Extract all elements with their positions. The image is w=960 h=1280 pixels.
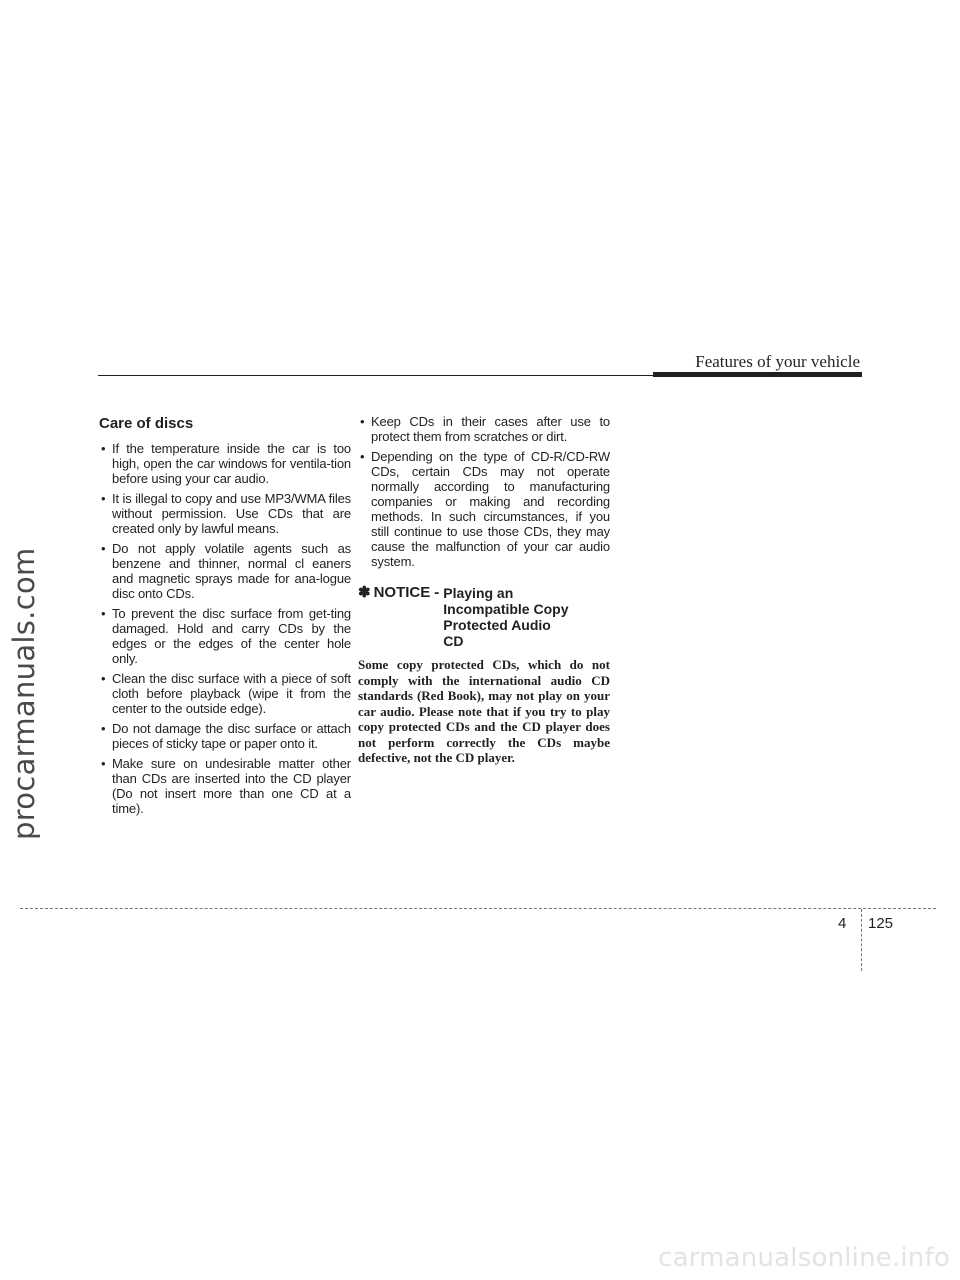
list-item: • Clean the disc surface with a piece of soft cloth before playback (wipe it from the center to the outside edge).: [99, 671, 351, 716]
notice-label: [358, 585, 443, 601]
care-of-discs-list-continued: [358, 414, 610, 569]
bottom-watermark: carmanualsonline.info: [658, 1243, 950, 1273]
notice-title: Playing an Incompatible Copy Protected Audio CD: [443, 585, 569, 649]
list-item: • It is illegal to copy and use MP3/WMA files without permission. Use CDs that are created only by lawful means.: [99, 491, 351, 536]
list-item: • To prevent the disc surface from get-ting damaged. Hold and carry CDs by the edges or the edges of the center hole only.: [99, 606, 351, 666]
footer-divider: [861, 909, 862, 971]
side-watermark: procarmanuals.com: [7, 547, 41, 840]
right-column: [358, 414, 610, 766]
page-number: 125: [868, 915, 894, 932]
list-item: • Do not apply volatile agents such as benzene and thinner, normal cl eaners and magnetic sprays made for ana-logue disc onto CDs.: [99, 541, 351, 601]
notice-asterisk-icon: ✽: [358, 584, 371, 601]
care-of-discs-list: [99, 441, 351, 816]
left-column: [99, 414, 351, 821]
chapter-number: 4: [838, 915, 847, 932]
list-item: • Depending on the type of CD-R/CD-RW CDs, certain CDs may not operate normally according to manufacturing companies or making and recording methods. In such circumstances, if you still continue to use those CDs, they may cause the malfunction of your car audio system.: [358, 449, 610, 569]
notice-word: NOTICE: [373, 584, 431, 601]
footer-rule: [20, 908, 936, 909]
list-item: • Make sure on undesirable matter other than CDs are inserted into the CD player (Do not insert more than one CD at a time).: [99, 756, 351, 816]
notice-dash: -: [434, 584, 440, 601]
notice-body: Some copy protected CDs, which do not comply with the international audio CD standards (Red Book), may not play on your car audio. Please note that if you try to play copy protected CDs and the CD player does not perform correctly the CDs maybe defective, not the CD player.: [358, 657, 610, 765]
notice-header: [358, 585, 610, 649]
section-heading: Care of discs: [99, 415, 194, 432]
list-item: • If the temperature inside the car is too high, open the car windows for ventila-tion before using your car audio.: [99, 441, 351, 486]
list-item: • Do not damage the disc surface or attach pieces of sticky tape or paper onto it.: [99, 721, 351, 751]
header-tab-bar: [653, 372, 862, 377]
section-header-title: Features of your vehicle: [695, 352, 860, 371]
list-item: • Keep CDs in their cases after use to protect them from scratches or dirt.: [358, 414, 610, 444]
